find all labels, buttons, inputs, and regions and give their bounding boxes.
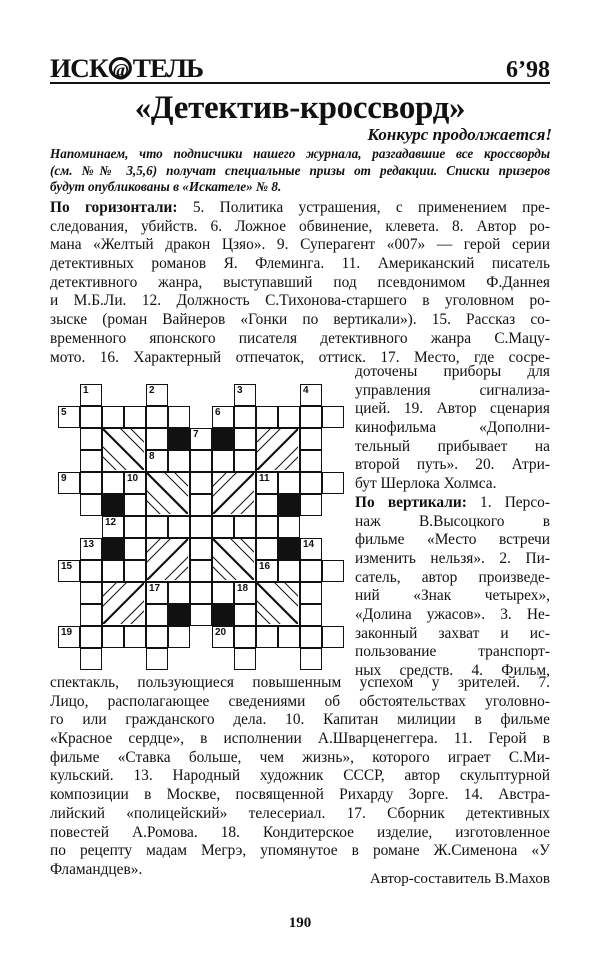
- clue-line: детективных романов Я. Флеминга. 11. Американский писатель: [50, 255, 550, 273]
- grid-cell[interactable]: [102, 560, 124, 582]
- hatched-block: [102, 428, 146, 472]
- hatched-block: [212, 472, 256, 516]
- clue-number: 12: [105, 517, 117, 528]
- clue-line: По горизонтали: 5. Политика устрашения, с применением пре-: [50, 199, 550, 216]
- clue-line: «Красное сердце», в исполнении А.Шварценеггера. 11. Герой в: [50, 730, 550, 748]
- clue-number: 1: [83, 385, 89, 396]
- grid-cell[interactable]: [256, 406, 278, 428]
- down-label: По вертикали:: [355, 493, 467, 511]
- page-title: «Детектив-кроссворд»: [134, 90, 466, 126]
- grid-cell[interactable]: [146, 648, 168, 670]
- grid-cell[interactable]: [168, 516, 190, 538]
- clue-line: фильме «Ставка больше, чем жизнь», которого играет С.Ми-: [50, 748, 550, 766]
- clue-line: композиции в Москве, посвященной Рихарду Зорге. 14. Австра-: [50, 786, 550, 804]
- grid-cell[interactable]: [124, 560, 146, 582]
- clue-number: 20: [215, 627, 227, 638]
- grid-cell[interactable]: [190, 538, 212, 560]
- clue-line: кульский. 13. Народный художник СССР, автор скульптурной: [50, 767, 550, 785]
- note-line: будут опубликованы в «Искателе» № 8.: [50, 179, 282, 194]
- clue-number: 13: [83, 539, 95, 550]
- contest-note: [50, 146, 550, 196]
- clue-line: сатель, автор произведе-: [355, 568, 550, 586]
- clue-number: 10: [127, 473, 139, 484]
- logo-at-icon: @: [109, 57, 132, 79]
- grid-cell[interactable]: [212, 626, 234, 648]
- grid-cell[interactable]: [80, 626, 102, 648]
- grid-cell[interactable]: [234, 450, 256, 472]
- clue-line: зыске (роман Вайнеров «Гонки по вертикали»). 15. Рассказ со-: [50, 311, 550, 329]
- grid-cell[interactable]: [278, 406, 300, 428]
- grid-cell[interactable]: [212, 582, 234, 604]
- clue-line: детективного жанра, выступавший под псевдонимом Ф.Даннея: [50, 273, 550, 291]
- clue-line: кинофильма «Дополни-: [355, 419, 550, 437]
- grid-cell[interactable]: [234, 428, 256, 450]
- grid-cell[interactable]: [80, 494, 102, 516]
- clue-number: 4: [303, 385, 309, 396]
- clue-line: Лицо, располагающее сведениями об обстоятельствах уголовно-: [50, 692, 550, 710]
- grid-cell[interactable]: [80, 406, 102, 428]
- hatched-block: [256, 428, 300, 472]
- clue-line: бут Шерлока Холмса.: [355, 475, 497, 493]
- crossword-grid: [58, 384, 344, 670]
- grid-cell[interactable]: [80, 428, 102, 450]
- grid-cell[interactable]: [124, 472, 146, 494]
- clue-line: ний «Знак четырех»,: [355, 587, 550, 605]
- grid-cell[interactable]: [256, 494, 278, 516]
- grid-cell[interactable]: [300, 428, 322, 450]
- magazine-logo: [50, 55, 203, 83]
- clue-line: По вертикали: 1. Персо-: [355, 493, 550, 511]
- contest-subtitle: Конкурс продолжается!: [367, 125, 552, 144]
- clue-line: цией. 19. Автор сценария: [355, 400, 550, 418]
- clue-number: 2: [149, 385, 155, 396]
- grid-cell[interactable]: [80, 384, 102, 406]
- grid-cell[interactable]: [80, 604, 102, 626]
- grid-cell[interactable]: [234, 406, 256, 428]
- grid-cell[interactable]: [212, 406, 234, 428]
- clue-line: управления сигнализа-: [355, 381, 550, 399]
- grid-cell[interactable]: [278, 560, 300, 582]
- clue-number: 18: [237, 583, 249, 594]
- logo-text-right: ТЕЛЬ: [132, 54, 204, 83]
- note-line: Напоминаем, что подписчики нашего журнала, разгадавшие все кроссворды: [50, 146, 550, 161]
- clue-line: пользование транспорт-: [355, 643, 550, 661]
- grid-cell[interactable]: [124, 626, 146, 648]
- clue-line: второй путь». 20. Атри-: [355, 456, 550, 474]
- clue-number: 17: [149, 583, 161, 594]
- clue-line: лийский «полицейский» телесериал. 17. Сборник детективных: [50, 804, 550, 822]
- grid-cell[interactable]: [300, 472, 322, 494]
- grid-cell[interactable]: [80, 582, 102, 604]
- clue-line: временного японского писателя детективного жанра С.Мацу-: [50, 329, 550, 347]
- grid-cell[interactable]: [146, 428, 168, 450]
- grid-cell[interactable]: [212, 450, 234, 472]
- page-number: 190: [288, 915, 312, 931]
- grid-cell[interactable]: [190, 582, 212, 604]
- grid-cell[interactable]: [102, 516, 124, 538]
- grid-cell[interactable]: [300, 538, 322, 560]
- grid-cell[interactable]: [256, 626, 278, 648]
- grid-cell[interactable]: [256, 538, 278, 560]
- clue-line: «Долина ужасов». 3. Не-: [355, 605, 550, 623]
- grid-cell[interactable]: [278, 516, 300, 538]
- clue-number: 5: [61, 407, 67, 418]
- grid-cell[interactable]: [58, 472, 80, 494]
- grid-cell[interactable]: [168, 406, 190, 428]
- grid-cell[interactable]: [190, 428, 212, 450]
- grid-cell[interactable]: [278, 472, 300, 494]
- black-cell: [102, 538, 124, 560]
- across-clues: [50, 199, 550, 367]
- grid-cell[interactable]: [190, 472, 212, 494]
- issue-number: 6’98: [506, 57, 550, 83]
- clue-line: фильме «Место встречи: [355, 531, 550, 549]
- grid-cell[interactable]: [256, 560, 278, 582]
- grid-cell[interactable]: [234, 516, 256, 538]
- black-cell: [168, 604, 190, 626]
- clue-line: мана «Желтый дракон Цзяо». 9. Суперагент «007» — герой серии: [50, 236, 550, 254]
- note-line: (см. №№ 3,5,6) получат специальные призы от редакции. Списки призеров: [50, 162, 550, 178]
- clue-line: изменить нельзя». 2. Пи-: [355, 549, 550, 567]
- grid-cell[interactable]: [80, 648, 102, 670]
- clue-line: по рецепту мадам Мегрэ, упомянутое в романе Ж.Сименона «У: [50, 842, 550, 860]
- clue-line: ных средств. 4. Фильм,: [355, 662, 550, 679]
- clue-line: и М.Б.Ли. 12. Должность С.Тихонова-старшего в уголовном ро-: [50, 292, 550, 310]
- clue-line: го или гражданского дела. 10. Капитан милиции в фильме: [50, 711, 550, 729]
- grid-cell[interactable]: [80, 560, 102, 582]
- grid-cell[interactable]: [212, 516, 234, 538]
- grid-cell[interactable]: [146, 406, 168, 428]
- clue-number: 9: [61, 473, 67, 484]
- grid-cell[interactable]: [234, 626, 256, 648]
- black-cell: [102, 494, 124, 516]
- grid-cell[interactable]: [146, 582, 168, 604]
- clue-line: доточены приборы для: [355, 363, 550, 380]
- logo-text-left: ИСК: [50, 54, 108, 83]
- grid-cell[interactable]: [322, 560, 344, 582]
- clue-number: 7: [193, 429, 199, 440]
- clue-line: тельный прибывает на: [355, 437, 550, 455]
- grid-cell[interactable]: [300, 648, 322, 670]
- clue-line: законный захват и ис-: [355, 624, 550, 642]
- grid-cell[interactable]: [300, 406, 322, 428]
- grid-cell[interactable]: [124, 406, 146, 428]
- grid-cell[interactable]: [234, 582, 256, 604]
- black-cell: [212, 428, 234, 450]
- grid-cell[interactable]: [80, 450, 102, 472]
- grid-cell[interactable]: [146, 626, 168, 648]
- grid-cell[interactable]: [300, 560, 322, 582]
- grid-cell[interactable]: [322, 626, 344, 648]
- grid-cell[interactable]: [146, 384, 168, 406]
- grid-cell[interactable]: [102, 406, 124, 428]
- grid-cell[interactable]: [256, 472, 278, 494]
- grid-cell[interactable]: [58, 560, 80, 582]
- clue-number: 15: [61, 561, 73, 572]
- grid-cell[interactable]: [190, 560, 212, 582]
- clue-line: Фламандцев».: [50, 860, 143, 878]
- grid-cell[interactable]: [300, 582, 322, 604]
- clue-number: 6: [215, 407, 221, 418]
- grid-cell[interactable]: [58, 406, 80, 428]
- grid-cell[interactable]: [102, 626, 124, 648]
- grid-cell[interactable]: [168, 626, 190, 648]
- grid-cell[interactable]: [234, 384, 256, 406]
- grid-cell[interactable]: [322, 472, 344, 494]
- hatched-block: [146, 538, 190, 582]
- grid-cell[interactable]: [300, 384, 322, 406]
- grid-cell[interactable]: [256, 516, 278, 538]
- grid-cell[interactable]: [146, 604, 168, 626]
- grid-cell[interactable]: [322, 406, 344, 428]
- clue-line: следования, убийств. 6. Ложное обвинение, клевета. 8. Автор ро-: [50, 217, 550, 235]
- grid-cell[interactable]: [190, 450, 212, 472]
- grid-cell[interactable]: [190, 604, 212, 626]
- grid-cell[interactable]: [300, 604, 322, 626]
- grid-cell[interactable]: [58, 626, 80, 648]
- hatched-block: [256, 582, 300, 626]
- clue-line: спектакль, пользующиеся повышенным успехом у зрителей. 7.: [50, 674, 550, 691]
- clue-line: мото. 16. Характерный отпечаток, оттиск. 17. Место, где сосре-: [50, 348, 550, 366]
- grid-cell[interactable]: [300, 494, 322, 516]
- grid-cell[interactable]: [80, 538, 102, 560]
- clue-line: наж В.Высоцкого в: [355, 512, 550, 530]
- clue-number: 16: [259, 561, 271, 572]
- grid-cell[interactable]: [124, 538, 146, 560]
- grid-cell[interactable]: [190, 516, 212, 538]
- header-divider: [50, 82, 550, 84]
- black-cell: [168, 428, 190, 450]
- grid-cell[interactable]: [234, 648, 256, 670]
- grid-cell[interactable]: [300, 626, 322, 648]
- grid-cell[interactable]: [168, 582, 190, 604]
- grid-cell[interactable]: [300, 450, 322, 472]
- hatched-block: [102, 582, 146, 626]
- grid-cell[interactable]: [146, 516, 168, 538]
- black-cell: [212, 604, 234, 626]
- author-credit: Автор-составитель В.Махов: [369, 871, 550, 887]
- clue-number: 11: [259, 473, 270, 484]
- black-cell: [278, 494, 300, 516]
- black-cell: [278, 538, 300, 560]
- grid-cell[interactable]: [146, 450, 168, 472]
- grid-cell[interactable]: [234, 604, 256, 626]
- clue-number: 8: [149, 451, 155, 462]
- grid-cell[interactable]: [124, 494, 146, 516]
- grid-cell[interactable]: [278, 626, 300, 648]
- grid-cell[interactable]: [168, 450, 190, 472]
- side-clues: [355, 363, 550, 681]
- clue-number: 19: [61, 627, 73, 638]
- grid-cell[interactable]: [124, 516, 146, 538]
- grid-cell[interactable]: [80, 472, 102, 494]
- grid-cell[interactable]: [190, 494, 212, 516]
- clue-line: повестей А.Ромова. 18. Кондитерское изделие, изготовленное: [50, 823, 550, 841]
- down-clues: [50, 674, 550, 880]
- clue-number: 3: [237, 385, 243, 396]
- across-label: По горизонтали:: [50, 199, 178, 216]
- clue-number: 14: [303, 539, 315, 550]
- hatched-block: [146, 472, 190, 516]
- grid-cell[interactable]: [102, 472, 124, 494]
- hatched-block: [212, 538, 256, 582]
